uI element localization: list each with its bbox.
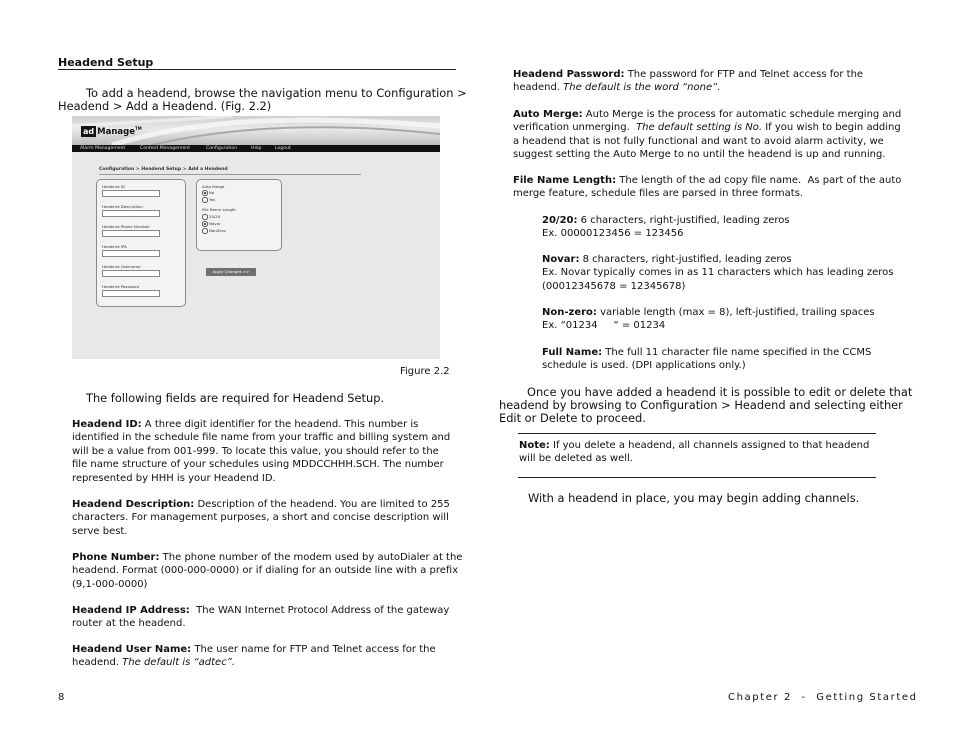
field-label-headend-description: Headend Description (102, 204, 143, 209)
field-file-name-length: File Name Length: The length of the ad copy file name. As part of the auto merge feature, schedule files are parsed in three formats. (513, 175, 902, 200)
headend-description-input[interactable] (102, 210, 160, 217)
fnl-2020-radio[interactable] (202, 214, 208, 220)
field-label-phone-number: Headend Phone Number (102, 224, 150, 229)
logo-manage: Manage™ (97, 125, 142, 137)
auto-merge-no-label: No (209, 190, 215, 195)
phone-number-input[interactable] (102, 230, 160, 237)
headend-fields-panel (96, 179, 186, 307)
field-headend-ip-address: Headend IP Address: The WAN Internet Protocol Address of the gateway router at the headend. (72, 605, 450, 630)
fnl-novar-label: Novar (209, 221, 221, 226)
page-number: 8 (58, 692, 65, 703)
field-headend-user-name: Headend User Name: The user name for FTP and Telnet access for the headend. The default is “adtec”. (72, 644, 436, 669)
admanage-logo (81, 124, 142, 138)
note-bottom-rule (518, 477, 876, 478)
format-non-zero: Non-zero: variable length (max = 8), left-justified, trailing spaces Ex. “01234 “ = 01234 (542, 307, 875, 332)
fnl-novar-radio[interactable] (202, 221, 208, 227)
edit-delete-paragraph: Once you have added a headend it is possible to edit or delete that headend by browsing to Configuration > Headend and selecting either Edit or Delete to proceed. (499, 385, 913, 425)
note-top-rule (518, 433, 876, 434)
format-novar: Novar: 8 characters, right-justified, leading zeros Ex. Novar typically comes in as 11 characters which has leading zeros (00012345678 = 12345678) (542, 254, 894, 292)
field-phone-number: Phone Number: The phone number of the modem used by autoDialer at the headend. Format (000-000-0000) or if dialing for an outside line with a prefix (9,1-000-0000) (72, 552, 463, 590)
required-fields-intro: The following fields are required for Headend Setup. (86, 391, 385, 405)
fnl-nonzero-label: NonZero (209, 228, 226, 233)
closing-paragraph: With a headend in place, you may begin adding channels. (528, 491, 860, 505)
headend-username-input[interactable] (102, 270, 160, 277)
field-headend-description: Headend Description: Description of the headend. You are limited to 255 characters. For management purposes, a short and concise description will serve best. (72, 499, 450, 537)
auto-merge-no-radio[interactable] (202, 190, 208, 196)
app-nav-bar (72, 145, 440, 152)
nav-configuration[interactable]: Configuration (206, 146, 238, 151)
figure-caption: Figure 2.2 (400, 366, 450, 377)
field-label-headend-password: Headend Password (102, 284, 139, 289)
delete-note: Note: If you delete a headend, all channels assigned to that headend will be deleted as well. (519, 440, 870, 465)
field-label-headend-id: Headend ID (102, 184, 125, 189)
breadcrumb-rule (99, 174, 361, 175)
format-full-name: Full Name: The full 11 character file name specified in the CCMS schedule is used. (DPI applications only.) (542, 347, 872, 372)
nav-alarm-management[interactable]: Alarm Management (80, 146, 126, 151)
nav-content-management[interactable]: Content Management (140, 146, 190, 151)
logo-ad: ad (83, 126, 95, 136)
auto-merge-yes-label: Yes (209, 197, 216, 202)
field-label-headend-username: Headend Username (102, 264, 141, 269)
field-headend-password: Headend Password: The password for FTP and Telnet access for the headend. The default is the word “none”. (513, 69, 864, 94)
breadcrumb: Configuration > Headend Setup > Add a Headend (99, 167, 228, 172)
nav-help[interactable]: Help (251, 146, 262, 151)
headend-ipa-input[interactable] (102, 250, 160, 257)
file-name-length-label: File Name Length (202, 207, 236, 212)
figure-screenshot (72, 116, 440, 359)
chapter-footer: Chapter 2 - Getting Started (728, 692, 918, 703)
field-auto-merge: Auto Merge: Auto Merge is the process for automatic schedule merging and verification unmerging. The default setting is No. If you wish to begin adding a headend that is not fully functional and want to avoid alarm activity, we suggest setting the Auto Merge to no until the headend is up and running. (513, 109, 902, 161)
headend-password-input[interactable] (102, 290, 160, 297)
apply-changes-button[interactable]: Apply Changes >> (206, 268, 256, 276)
auto-merge-yes-radio[interactable] (202, 197, 208, 203)
field-label-headend-ipa: Headend IPA (102, 244, 127, 249)
fnl-nonzero-radio[interactable] (202, 228, 208, 234)
fnl-2020-label: 20/20 (209, 214, 221, 219)
intro-paragraph: To add a headend, browse the navigation menu to Configuration > Headend > Add a Headend. (Fig. 2.2) (58, 86, 467, 113)
field-headend-id: Headend ID: A three digit identifier for the headend. This number is identified in the schedule file name from your traffic and billing system and will be a value from 001-999. To locate this value, you should refer to the file name structure of your schedules using MDDCCHHH.SCH. The number represented by HHH is your Headend ID. (72, 419, 451, 484)
nav-logout[interactable]: Logout (275, 146, 291, 151)
auto-merge-label: Auto Merge (202, 184, 225, 189)
heading-rule (58, 69, 456, 70)
headend-id-input[interactable] (102, 190, 160, 197)
format-2020: 20/20: 6 characters, right-justified, leading zeros Ex. 00000123456 = 123456 (542, 215, 790, 240)
section-heading: Headend Setup (58, 56, 154, 69)
options-panel (196, 179, 282, 251)
